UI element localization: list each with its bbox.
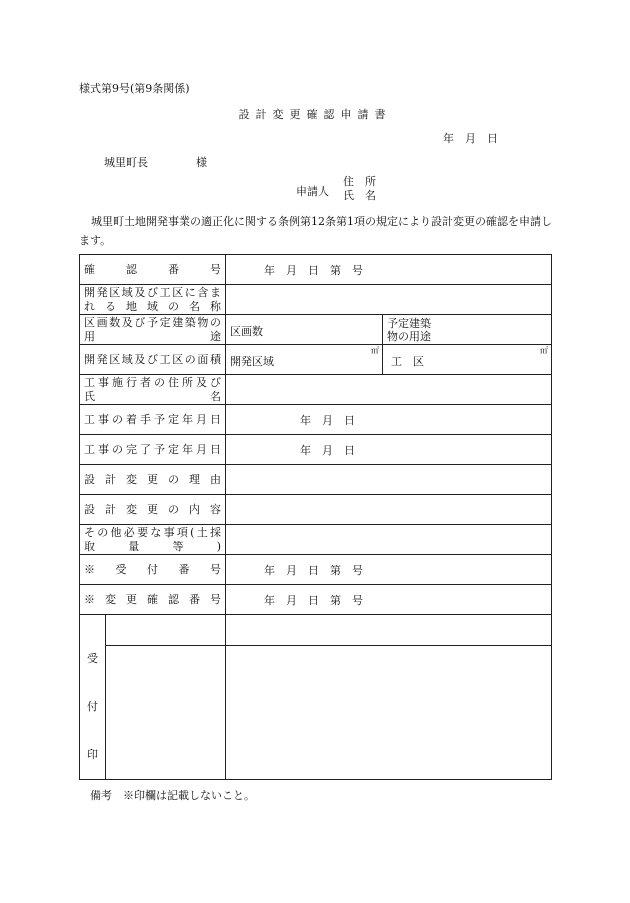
row-change-confirm-number [80, 585, 552, 615]
stamp-cell-top-left[interactable] [106, 615, 226, 646]
other-matters-label-line2: 取量等) [84, 539, 221, 553]
row-change-content [80, 495, 552, 525]
row-confirm-number [80, 255, 552, 285]
lots-use-label [80, 315, 226, 345]
planned-use-field[interactable] [383, 315, 552, 345]
change-reason-field[interactable] [226, 465, 552, 495]
other-matters-label-line1: その他必要な事項(土採 [84, 525, 221, 539]
addressee: 城里町長 [104, 156, 148, 169]
row-end-date [80, 435, 552, 465]
start-date-label: 工事の着手予定年月日 [80, 405, 226, 435]
row-stamp-top [80, 615, 552, 646]
dev-area-unit: ㎡ [371, 346, 379, 355]
change-content-field[interactable] [226, 495, 552, 525]
contractor-label-line1: 工事施行者の住所及び [84, 375, 221, 389]
contractor-label-line2: 氏名 [84, 389, 221, 403]
row-receipt-number [80, 555, 552, 585]
lots-use-label-line2: 用途 [84, 329, 221, 343]
address-label: 住 所 [343, 175, 376, 188]
date-line: 年 月 日 [443, 132, 498, 145]
applicant-fields [343, 175, 376, 203]
dev-area-field[interactable] [226, 345, 383, 375]
area-name-field[interactable] [226, 285, 552, 315]
change-confirm-number-label: ※変更確認番号 [80, 585, 226, 615]
contractor-label [80, 375, 226, 405]
lots-field[interactable] [226, 315, 383, 345]
confirm-number-label: 確認番号 [80, 255, 226, 285]
area-size-label: 開発区域及び工区の面積 [80, 345, 226, 375]
section-area-field[interactable] [383, 345, 552, 375]
row-start-date [80, 405, 552, 435]
stamp-cell-bottom-left[interactable] [106, 645, 226, 779]
planned-use-label-line2: 物の用途 [387, 329, 431, 343]
change-confirm-number-field[interactable]: 年 月 日 第 号 [226, 585, 552, 615]
row-change-reason [80, 465, 552, 495]
row-stamp-bottom [80, 645, 552, 779]
stamp-char-tsuke: 付 [87, 700, 98, 713]
stamp-cell-bottom-right[interactable] [226, 645, 552, 779]
document-title: 設計変更確認申請書 [238, 108, 392, 121]
stamp-char-in: 印 [87, 748, 98, 761]
row-other-matters [80, 525, 552, 555]
name-label: 氏 名 [343, 189, 376, 202]
form-number: 様式第9号(第9条関係) [79, 82, 190, 95]
planned-use-label-line1: 予定建築 [387, 316, 431, 330]
section-label: 工 区 [391, 355, 424, 368]
other-matters-field[interactable] [226, 525, 552, 555]
remark-note: 備考 ※印欄は記載しないこと。 [90, 789, 255, 802]
end-date-field[interactable]: 年 月 日 [226, 435, 552, 465]
lots-use-label-line1: 区画数及び予定建築物の [84, 315, 221, 329]
receipt-number-label: ※受付番号 [80, 555, 226, 585]
stamp-char-uke: 受 [87, 652, 98, 665]
row-contractor [80, 375, 552, 405]
lots-label: 区画数 [230, 325, 263, 338]
other-matters-label [80, 525, 226, 555]
row-area-name [80, 285, 552, 315]
row-area-size [80, 345, 552, 375]
contractor-field[interactable] [226, 375, 552, 405]
addressee-honorific: 様 [196, 156, 207, 169]
dev-area-label: 開発区域 [230, 355, 274, 368]
stamp-cell-top-right[interactable] [226, 615, 552, 646]
receipt-number-field[interactable]: 年 月 日 第 号 [226, 555, 552, 585]
area-name-label-line1: 開発区域及び工区に含ま [84, 285, 221, 299]
receipt-stamp-label [80, 615, 106, 780]
application-statement: 城里町土地開発事業の適正化に関する条例第12条第1項の規定により設計変更の確認を申請します。 [79, 215, 552, 247]
confirm-number-field[interactable]: 年 月 日 第 号 [226, 255, 552, 285]
area-name-label [80, 285, 226, 315]
change-content-label: 設計変更の内容 [80, 495, 226, 525]
start-date-field[interactable]: 年 月 日 [226, 405, 552, 435]
application-form-table [79, 254, 552, 780]
area-name-label-line2: れる地域の名称 [84, 299, 221, 313]
section-area-unit: ㎡ [540, 346, 548, 355]
change-reason-label: 設計変更の理由 [80, 465, 226, 495]
applicant-label: 申請人 [296, 185, 329, 198]
end-date-label: 工事の完了予定年月日 [80, 435, 226, 465]
row-lots-use [80, 315, 552, 345]
